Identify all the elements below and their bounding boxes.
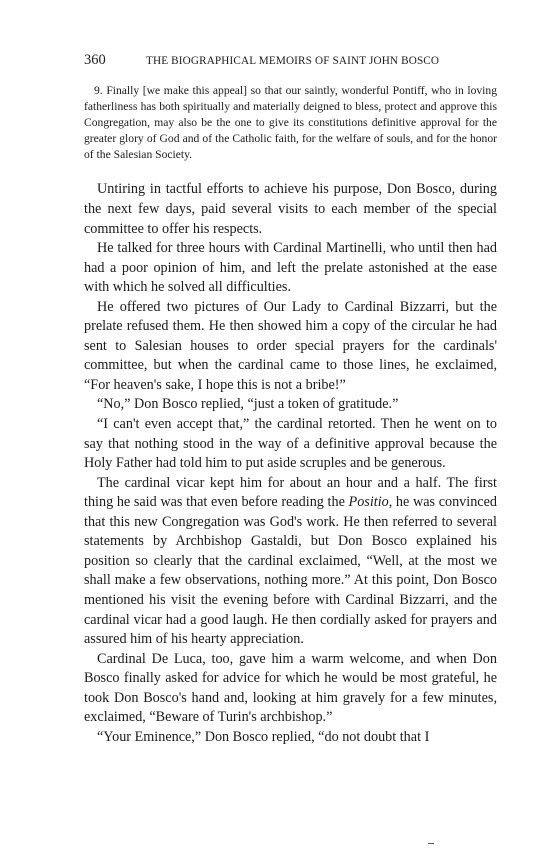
running-title: THE BIOGRAPHICAL MEMOIRS OF SAINT JOHN BOSCO [146, 55, 440, 67]
page-number: 360 [84, 52, 106, 68]
page-mark [428, 843, 434, 844]
body-text [84, 180, 497, 747]
paragraph-4: “No,” Don Bosco replied, “just a token of gratitude.” [97, 396, 399, 413]
paragraph-6-start: The cardinal vicar kept him for about an hour and a half. The first thing he said was that even before reading the [84, 474, 497, 511]
paragraph-8: “Your Eminence,” Don Bosco replied, “do not doubt that I [97, 728, 430, 745]
quoted-appeal: 9. Finally [we make this appeal] so that our saintly, wonderful Pontiff, who in loving fatherliness has both spiritually and materially deigned to bless, protect and approve this Congregation, may also be the one to give its constitutions definitive approval for the greater glory of God and of the Catholic faith, for the welfare of souls, and for the honor of the Salesian Society. [84, 84, 497, 162]
paragraph-7: Cardinal De Luca, too, gave him a warm welcome, and when Don Bosco finally asked for advice for which he would be most grateful, he took Don Bosco's hand and, looking at him gravely for a few minutes, exclaimed, “Beware of Turin's archbishop.” [84, 650, 497, 726]
paragraph-3: He offered two pictures of Our Lady to Cardinal Bizzarri, but the prelate refused them. He then showed him a copy of the circular he had sent to Salesian houses to order special prayers for the cardinals' committee, but when the cardinal came to those lines, he exclaimed, “For heaven's sake, I hope this is not a bribe!” [84, 298, 497, 393]
page-header [84, 52, 497, 74]
paragraph-6-end: , he was convinced that this new Congregation was God's work. He then referred to several statements by Archbishop Gastaldi, but Don Bosco explained his position so clearly that the cardinal exclaimed, “Well, at the most we shall make a few observations, nothing more.” At this point, Don Bosco mentioned his visit the evening before with Cardinal Bizzarri, and the cardinal vicar had a good laugh. He then cordially asked for prayers and assured him of his hearty appreciation. [84, 494, 497, 648]
paragraph-2: He talked for three hours with Cardinal Martinelli, who until then had had a poor opinion of him, and left the prelate astonished at the ease with which he solved all difficulties. [84, 240, 497, 296]
positio-term: Positio [348, 494, 389, 511]
paragraph-1: Untiring in tactful efforts to achieve his purpose, Don Bosco, during the next few days, paid several visits to each member of the special committee to offer his respects. [84, 181, 497, 237]
paragraph-6 [84, 474, 497, 650]
book-page [84, 52, 497, 747]
paragraph-5: “I can't even accept that,” the cardinal retorted. Then he went on to say that nothing stood in the way of a definitive approval because the Holy Father had told him to put aside scruples and be generous. [84, 416, 497, 472]
